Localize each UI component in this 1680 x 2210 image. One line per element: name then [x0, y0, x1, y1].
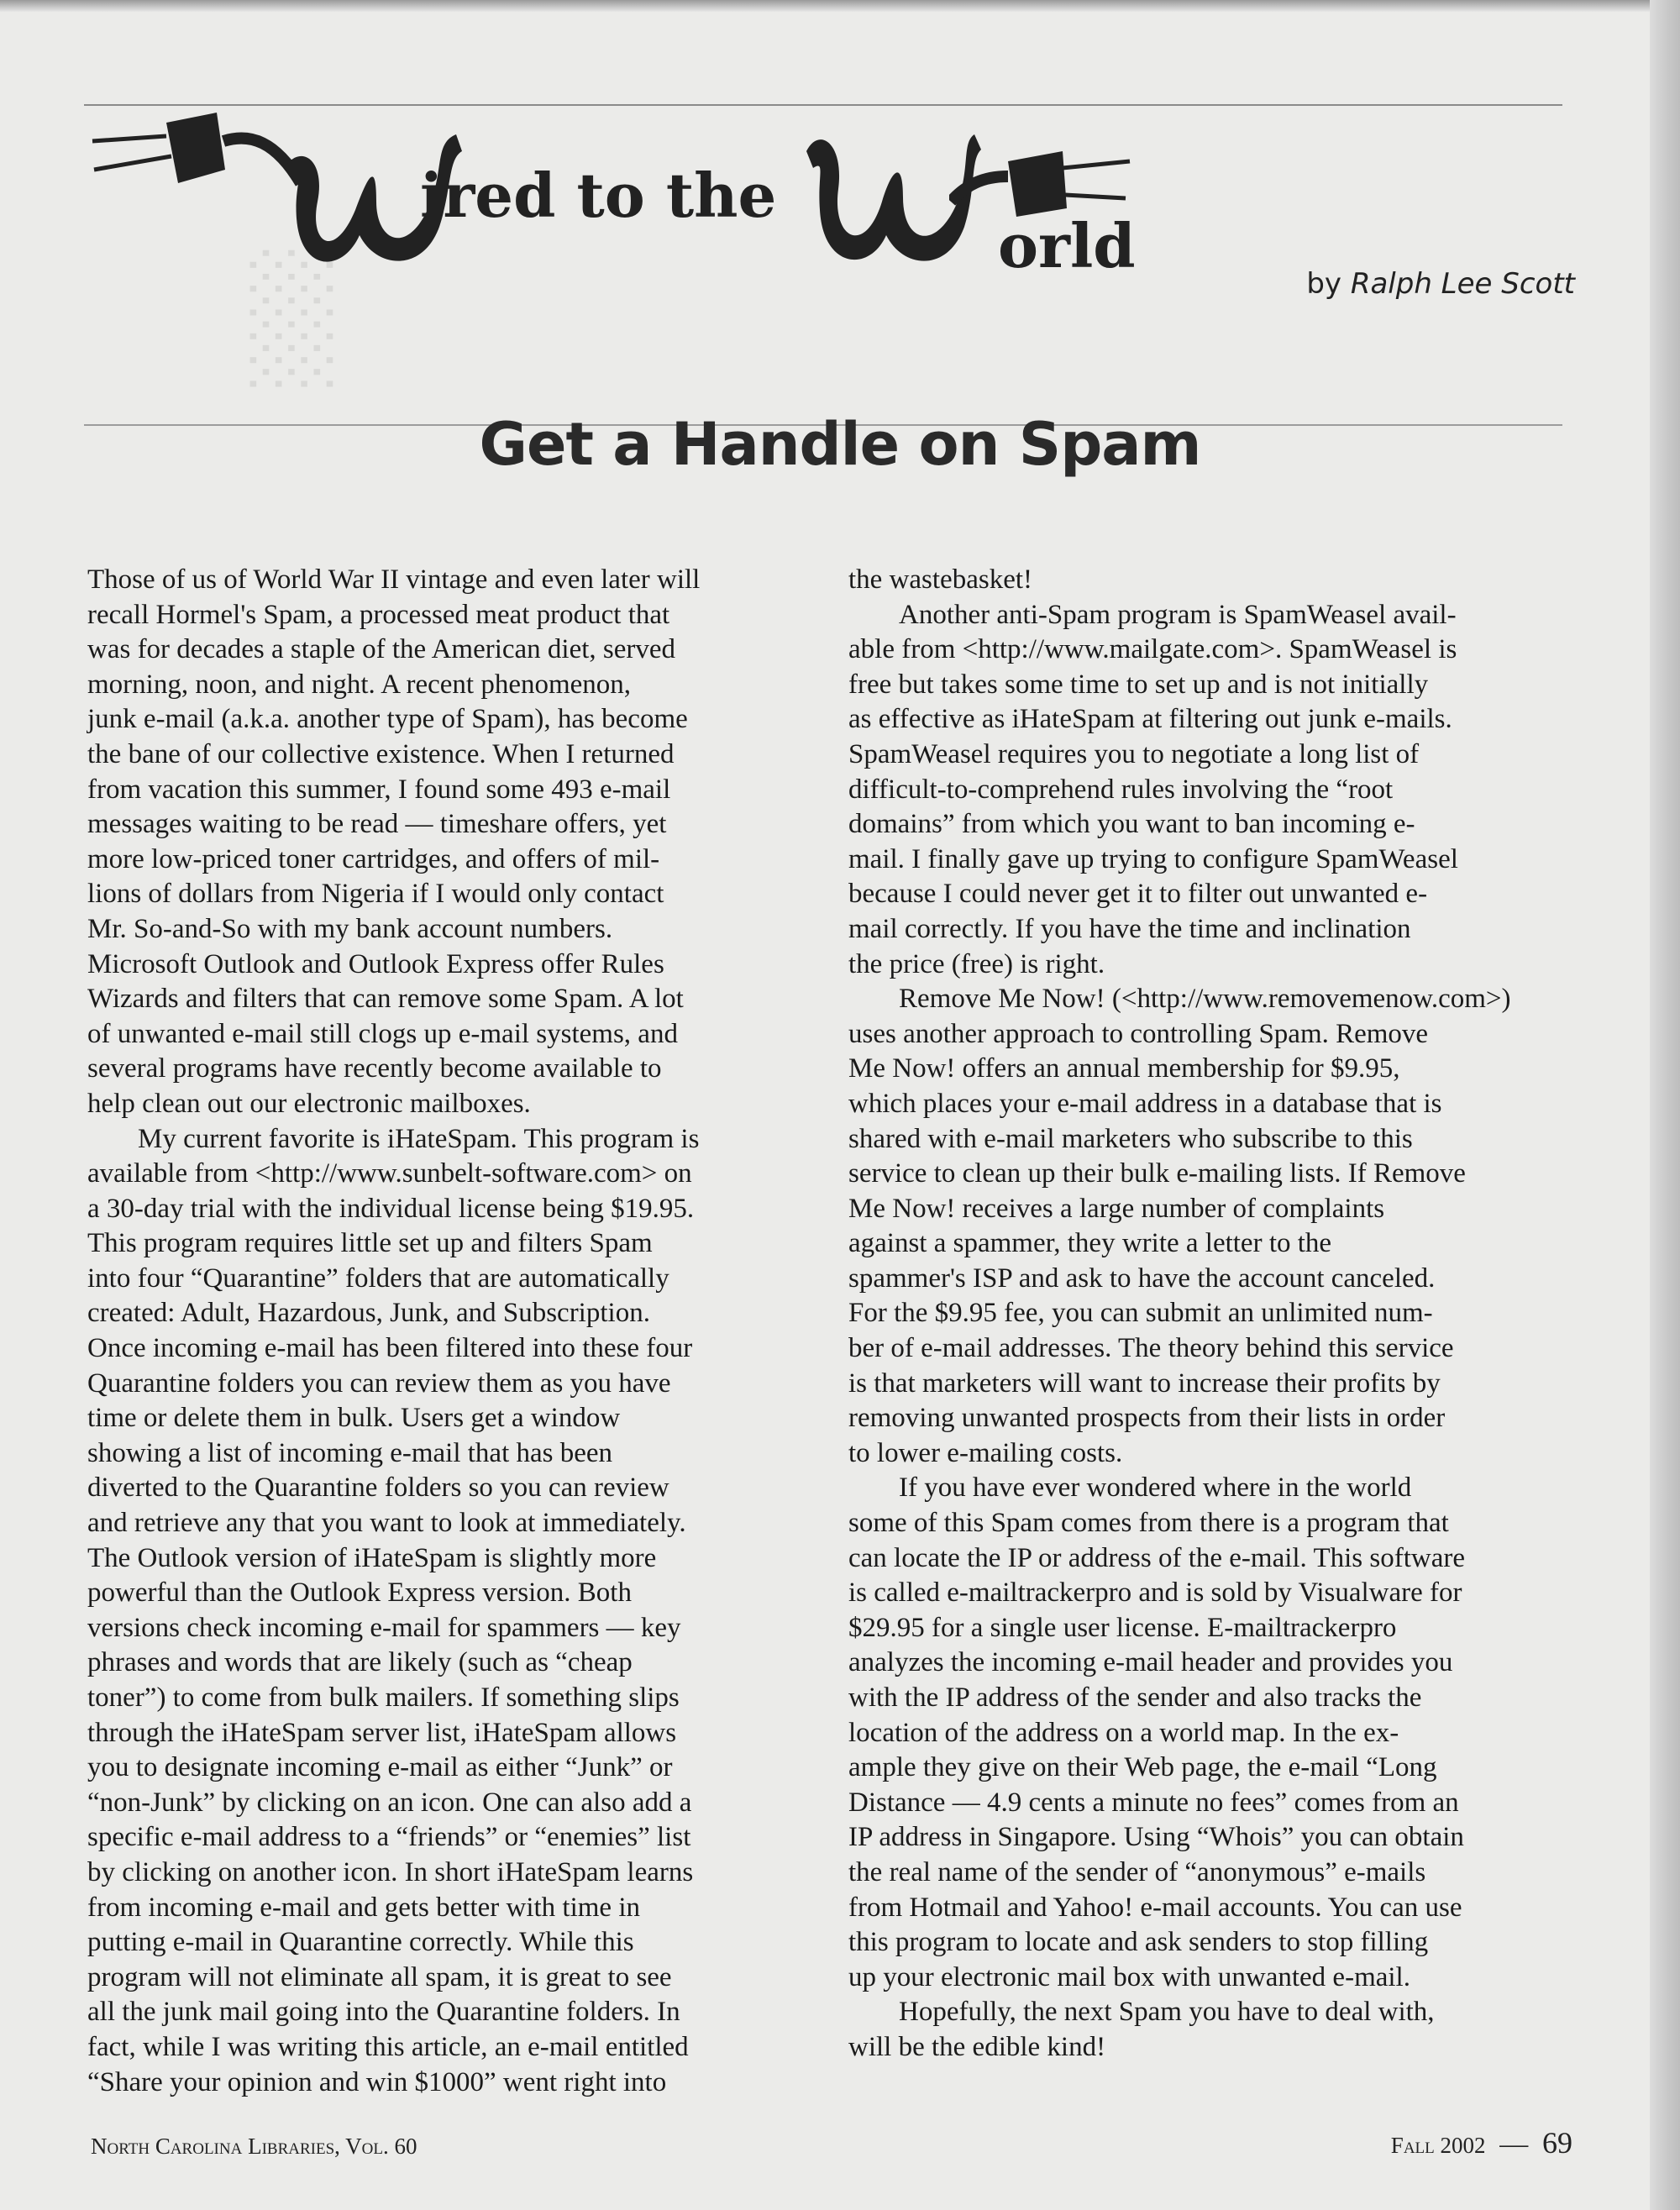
article-line: mail. I finally gave up trying to configure SpamWeasel: [848, 843, 1458, 874]
article-line: analyzes the incoming e-mail header and provides you: [848, 1647, 1453, 1678]
article-line: Another anti-Spam program is SpamWeasel avail-: [899, 599, 1457, 630]
masthead-title-part1: ired to the: [420, 160, 777, 231]
article-line: shared with e-mail marketers who subscribe to this: [848, 1123, 1413, 1154]
article-line: mail correctly. If you have the time and inclination: [848, 913, 1411, 944]
article-line: some of this Spam comes from there is a program that: [848, 1508, 1449, 1539]
article-line: several programs have recently become available to: [87, 1053, 662, 1084]
article-line: the price (free) is right.: [848, 948, 1105, 979]
article-line: can locate the IP or address of the e-mail. This software: [848, 1542, 1465, 1573]
article-line: fact, while I was writing this article, an e-mail entitled: [87, 2031, 689, 2062]
article-line: help clean out our electronic mailboxes.: [87, 1088, 531, 1119]
article-line: created: Adult, Hazardous, Junk, and Subscription.: [87, 1298, 650, 1329]
masthead: [84, 101, 1134, 294]
article-line: is that marketers will want to increase their profits by: [848, 1367, 1441, 1399]
article-line: SpamWeasel requires you to negotiate a long list of: [848, 738, 1420, 769]
article-line: all the junk mail going into the Quarantine folders. In: [87, 1997, 680, 2028]
article-line: difficult-to-comprehend rules involving the “root: [848, 774, 1394, 805]
article-line: as effective as iHateSpam at filtering out junk e-mails.: [848, 704, 1452, 735]
article-line: through the iHateSpam server list, iHateSpam allows: [87, 1717, 677, 1748]
footer-season: Fall 2002: [1390, 2133, 1486, 2158]
article-line: you to designate incoming e-mail as either “Junk” or: [87, 1752, 673, 1783]
footer-page-info: [1344, 2125, 1572, 2160]
article-line: For the $9.95 fee, you can submit an unlimited num-: [848, 1298, 1433, 1329]
article-line: is called e-mailtrackerpro and is sold by Visualware for: [848, 1577, 1462, 1609]
article-line: “non-Junk” by clicking on an icon. One can also add a: [87, 1787, 692, 1818]
article-line: ample they give on their Web page, the e-mail “Long: [848, 1752, 1437, 1783]
article-line: versions check incoming e-mail for spammers — key: [87, 1612, 681, 1643]
article-line: from Hotmail and Yahoo! e-mail accounts. You can use: [848, 1892, 1462, 1923]
article-line: from incoming e-mail and gets better with time in: [87, 1892, 641, 1923]
article-line: lions of dollars from Nigeria if I would only contact: [87, 879, 664, 910]
byline-author: Ralph Lee Scott: [1350, 267, 1575, 301]
page-right-edge: [1650, 0, 1680, 2210]
article-line: the bane of our collective existence. When I returned: [87, 738, 675, 769]
article-line: to lower e-mailing costs.: [848, 1437, 1123, 1468]
article-line: service to clean up their bulk e-mailing lists. If Remove: [848, 1158, 1466, 1189]
article-line: The Outlook version of iHateSpam is slightly more: [87, 1542, 657, 1573]
article-column-right: [848, 563, 1571, 2066]
article-line: free but takes some time to set up and is not initially: [848, 669, 1429, 700]
article-line: with the IP address of the sender and also tracks the: [848, 1682, 1422, 1713]
article-line: into four “Quarantine” folders that are automatically: [87, 1262, 669, 1294]
article-line: specific e-mail address to a “friends” or “enemies” list: [87, 1822, 691, 1853]
article-line: diverted to the Quarantine folders so you can review: [87, 1472, 669, 1504]
article-line: Me Now! offers an annual membership for $9.95,: [848, 1053, 1400, 1084]
article-line: which places your e-mail address in a database that is: [848, 1088, 1442, 1119]
article-line: because I could never get it to filter out unwanted e-: [848, 879, 1428, 910]
article-line: “Share your opinion and win $1000” went right into: [87, 2066, 667, 2097]
article-line: against a spammer, they write a letter to the: [848, 1228, 1332, 1259]
article-line: Me Now! receives a large number of complaints: [848, 1193, 1385, 1224]
byline-prefix: by: [1306, 267, 1342, 301]
article-line: Quarantine folders you can review them as you have: [87, 1367, 671, 1399]
article-line: and retrieve any that you want to look at immediately.: [87, 1508, 686, 1539]
article-line: Once incoming e-mail has been filtered into these four: [87, 1333, 693, 1364]
article-headline: Get a Handle on Spam: [479, 410, 1201, 479]
article-line: of unwanted e-mail still clogs up e-mail systems, and: [87, 1018, 678, 1049]
article-line: this program to locate and ask senders to stop filling: [848, 1927, 1429, 1958]
page-top-shadow: [0, 0, 1680, 12]
page-number: 69: [1542, 2126, 1572, 2160]
article-line: spammer's ISP and ask to have the account canceled.: [848, 1262, 1436, 1294]
article-line: IP address in Singapore. Using “Whois” you can obtain: [848, 1822, 1464, 1853]
article-line: will be the edible kind!: [848, 2031, 1106, 2062]
footer-dash: —: [1499, 2129, 1529, 2160]
article-line: Microsoft Outlook and Outlook Express offer Rules: [87, 948, 664, 979]
article-line: the wastebasket!: [848, 564, 1032, 595]
article-line: showing a list of incoming e-mail that has been: [87, 1437, 613, 1468]
article-line: up your electronic mail box with unwanted e-mail.: [848, 1961, 1410, 1992]
byline: [1306, 267, 1575, 301]
article-line: My current favorite is iHateSpam. This program is: [138, 1123, 700, 1154]
article-line: putting e-mail in Quarantine correctly. While this: [87, 1927, 634, 1958]
article-line: Wizards and filters that can remove some Spam. A lot: [87, 984, 684, 1015]
article-line: the real name of the sender of “anonymous” e-mails: [848, 1856, 1426, 1887]
article-line: from vacation this summer, I found some 493 e-mail: [87, 774, 671, 805]
article-line: was for decades a staple of the American diet, served: [87, 634, 676, 665]
footer-journal: North Carolina Libraries, Vol. 60: [91, 2134, 417, 2159]
article-line: Mr. So-and-So with my bank account numbers.: [87, 913, 613, 944]
article-line: more low-priced toner cartridges, and offers of mil-: [87, 843, 660, 874]
article-line: time or delete them in bulk. Users get a window: [87, 1403, 621, 1434]
article-line: Those of us of World War II vintage and even later will: [87, 564, 701, 595]
article-line: Remove Me Now! (<http://www.removemenow.com>): [899, 984, 1511, 1015]
article-line: messages waiting to be read — timeshare offers, yet: [87, 809, 667, 840]
article-line: a 30-day trial with the individual license being $19.95.: [87, 1193, 695, 1224]
article-line: $29.95 for a single user license. E-mailtrackerpro: [848, 1612, 1397, 1643]
article-column-left: [87, 563, 818, 2100]
article-line: morning, noon, and night. A recent phenomenon,: [87, 669, 632, 700]
article-line: available from <http://www.sunbelt-software.com> on: [87, 1158, 692, 1189]
article-line: ber of e-mail addresses. The theory behind this service: [848, 1333, 1454, 1364]
article-line: removing unwanted prospects from their lists in order: [848, 1403, 1446, 1434]
article-line: by clicking on another icon. In short iHateSpam learns: [87, 1856, 694, 1887]
article-line: recall Hormel's Spam, a processed meat product that: [87, 599, 670, 630]
article-line: powerful than the Outlook Express version. Both: [87, 1577, 632, 1609]
article-line: domains” from which you want to ban incoming e-: [848, 809, 1415, 840]
article-line: toner”) to come from bulk mailers. If something slips: [87, 1682, 680, 1713]
article-line: able from <http://www.mailgate.com>. SpamWeasel is: [848, 634, 1457, 665]
article-line: location of the address on a world map. In the ex-: [848, 1717, 1399, 1748]
masthead-title-part2: orld: [998, 210, 1136, 281]
article-line: uses another approach to controlling Spam. Remove: [848, 1018, 1429, 1049]
article-line: junk e-mail (a.k.a. another type of Spam), has become: [87, 704, 688, 735]
article-line: phrases and words that are likely (such as “cheap: [87, 1647, 633, 1678]
article-line: If you have ever wondered where in the world: [899, 1472, 1412, 1504]
article-line: Hopefully, the next Spam you have to deal with,: [899, 1997, 1435, 2028]
article-line: Distance — 4.9 cents a minute no fees” comes from an: [848, 1787, 1459, 1818]
bleed-through-decoration: ░: [244, 255, 333, 394]
article-line: This program requires little set up and filters Spam: [87, 1228, 653, 1259]
article-line: program will not eliminate all spam, it is great to see: [87, 1961, 672, 1992]
